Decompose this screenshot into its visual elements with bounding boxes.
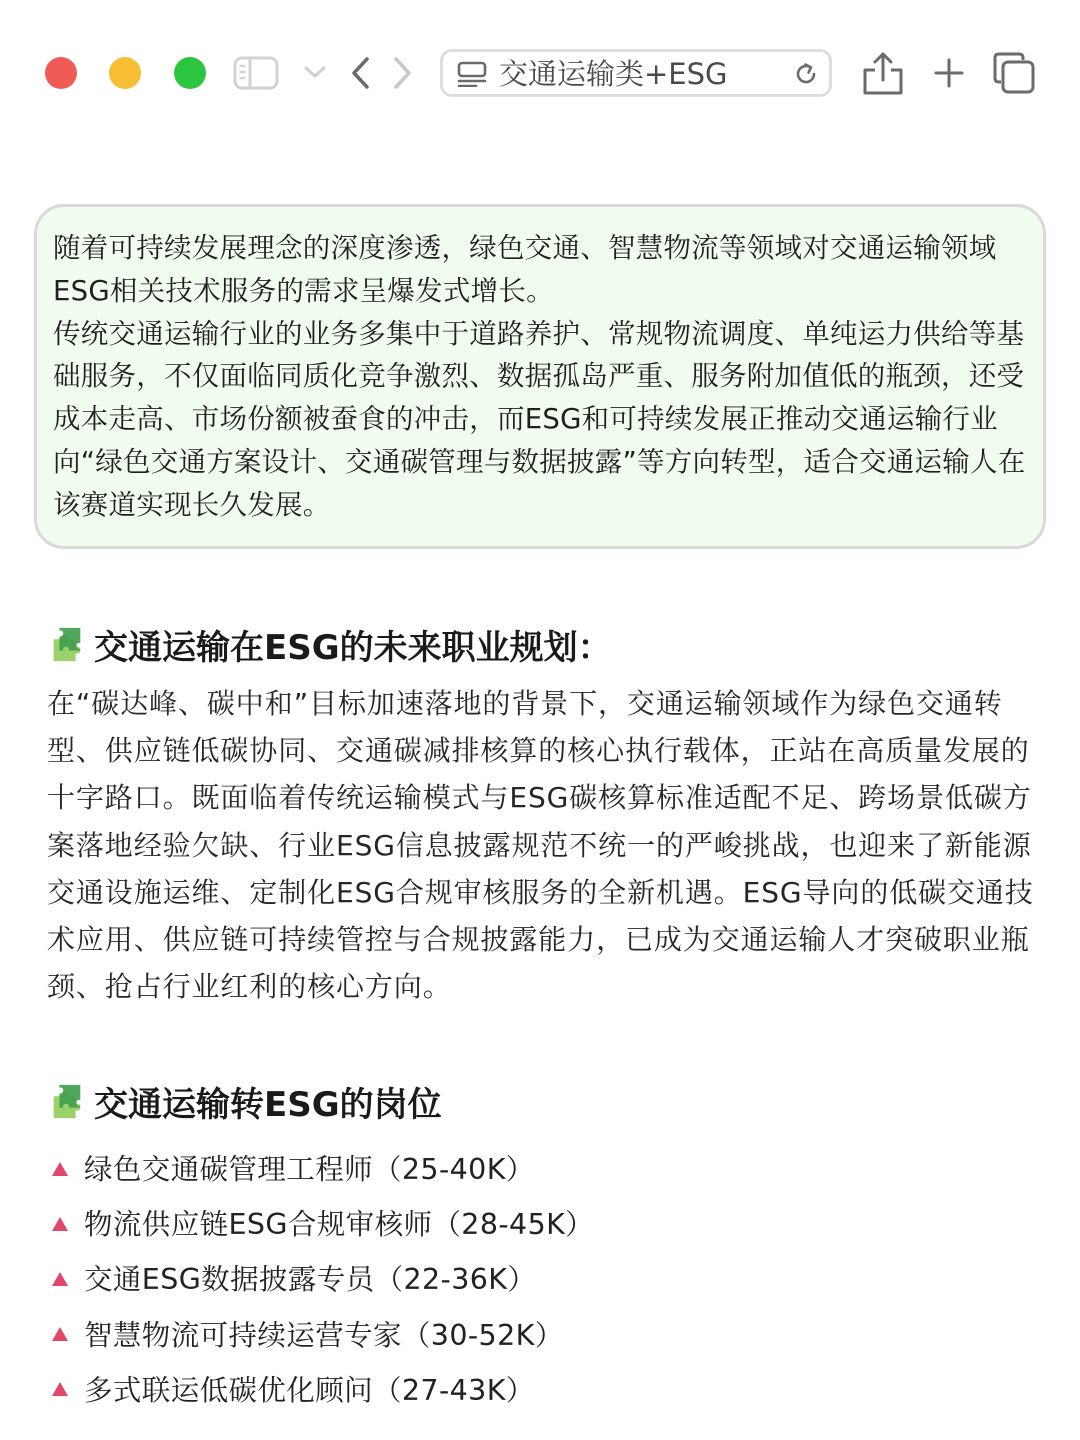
sidebar-icon[interactable] [233,56,279,90]
list-item [52,1361,852,1416]
zoom-window-button[interactable] [174,57,206,89]
triangle-bullet-icon [52,1382,68,1396]
page-icon [457,61,487,91]
job-title: 多式联运低碳优化顾问（27-43K） [84,1373,535,1407]
section-heading-career-planning [48,620,612,668]
job-title: 绿色交通碳管理工程师（25-40K） [84,1153,535,1187]
section-title: 交通运输转ESG的岗位 [94,1084,442,1125]
intro-box [34,204,1046,549]
job-list [52,1140,852,1416]
section-heading-jobs [48,1077,442,1125]
address-title: 交通运输类+ESG [499,57,728,91]
puzzle-icon [48,625,86,663]
address-bar[interactable] [440,49,832,97]
browser-toolbar [0,0,1080,150]
triangle-bullet-icon [52,1327,68,1341]
list-item [52,1306,852,1361]
career-planning-text: 在“碳达峰、碳中和”目标加速落地的背景下，交通运输领域作为绿色交通转型、供应链低碳协同、交通碳减排核算的核心执行载体，正站在高质量发展的十字路口。既面临着传统运输模式与ESG碳核算标准适配不足、跨场景低碳方案落地经验欠缺、行业ESG信息披露规范不统一的严峻挑战，也迎来了新能源交通设施运维、定制化ESG合规审核服务的全新机遇。ESG导向的低碳交通技术应用、供应链可持续管控与合规披露能力，已成为交通运输人才突破职业瓶颈、抢占行业红利的核心方向。 [47,687,1034,1004]
share-icon[interactable] [860,50,906,96]
minimize-window-button[interactable] [109,57,141,89]
job-title: 物流供应链ESG合规审核师（28-45K） [84,1208,595,1242]
tabs-icon[interactable] [992,51,1036,95]
triangle-bullet-icon [52,1217,68,1231]
section-title: 交通运输在ESG的未来职业规划： [94,627,612,668]
puzzle-icon [48,1082,86,1120]
job-title: 智慧物流可持续运营专家（30-52K） [84,1318,564,1352]
triangle-bullet-icon [52,1272,68,1286]
job-title: 交通ESG数据披露专员（22-36K） [84,1263,537,1297]
back-icon[interactable] [349,56,371,90]
intro-paragraph-2: 传统交通运输行业的业务多集中于道路养护、常规物流调度、单纯运力供给等基础服务，不仅面临同质化竞争激烈、数据孤岛严重、服务附加值低的瓶颈，还受成本走高、市场份额被蚕食的冲击，而ESG和可持续发展正推动交通运输行业向“绿色交通方案设计、交通碳管理与数据披露”等方向转型，适合交通运输人在该赛道实现长久发展。 [53,317,1026,521]
list-item [52,1250,852,1305]
triangle-bullet-icon [52,1162,68,1176]
chevron-down-icon[interactable] [304,65,326,79]
plus-icon[interactable] [933,57,965,89]
intro-paragraph-1: 随着可持续发展理念的深度渗透，绿色交通、智慧物流等领域对交通运输领域ESG相关技术服务的需求呈爆发式增长。 [53,232,997,307]
reload-icon[interactable] [793,61,819,91]
forward-icon[interactable] [392,56,414,90]
close-window-button[interactable] [45,57,77,89]
list-item [52,1140,852,1195]
list-item [52,1195,852,1250]
